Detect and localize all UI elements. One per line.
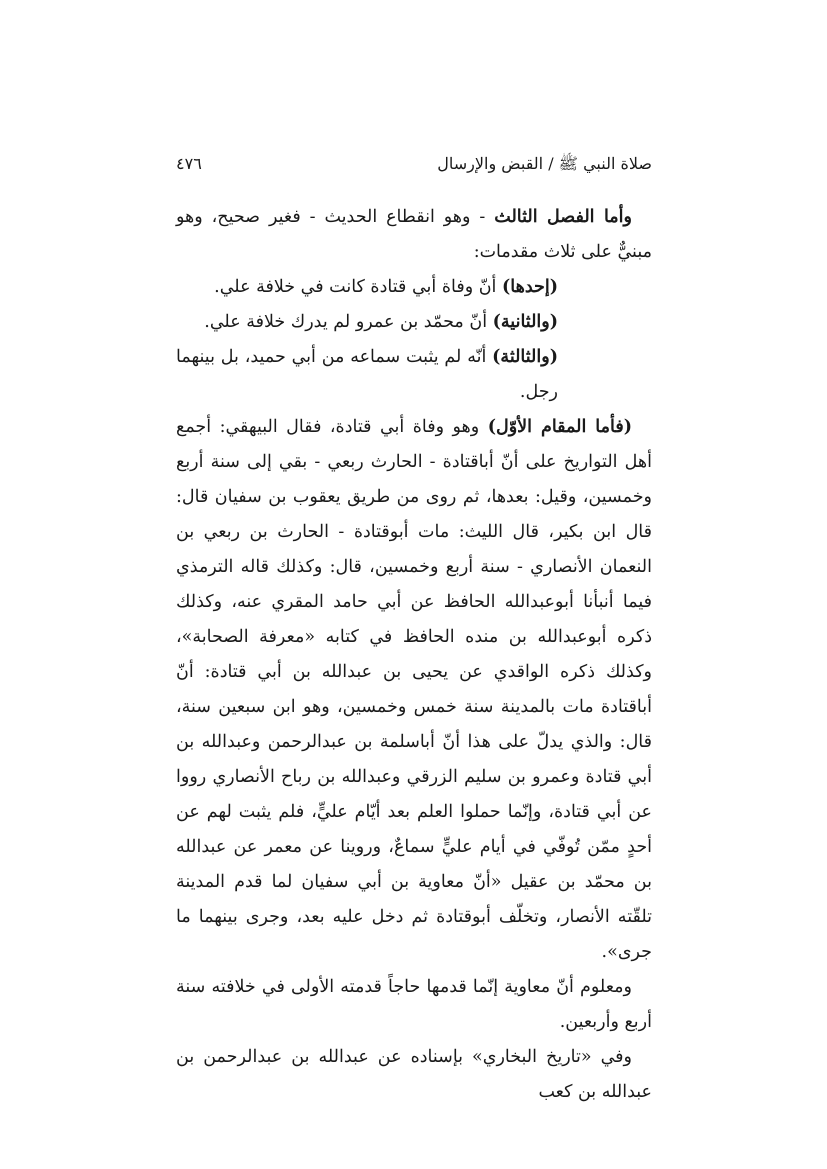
first-station-label: (فأما المقام الأوّل) xyxy=(487,417,632,437)
premise-2 xyxy=(176,305,652,340)
page-header xyxy=(176,154,652,177)
muawiya-paragraph: ومعلوم أنّ معاوية إنّما قدمها حاجاً قدمته الأولى في خلافته سنة أربع وأربعين. xyxy=(176,977,652,1032)
premise-text: أنّ محمّد بن عمرو لم يدرك خلافة علي. xyxy=(204,312,488,332)
bukhari-paragraph: وفي «تاريخ البخاري» بإسناده عن عبدالله بن عبدالرحمن بن عبدالله بن كعب xyxy=(176,1047,652,1102)
page-number: ٤٧٦ xyxy=(176,154,202,173)
page-body xyxy=(176,200,652,1110)
premise-label: (والثانية) xyxy=(492,312,558,332)
section-heading: وأما الفصل الثالث xyxy=(494,207,632,227)
premise-text: أنّ وفاة أبي قتادة كانت في خلافة علي. xyxy=(214,277,497,297)
section-intro-text: - وهو انقطاع الحديث - فغير صحيح، وهو مبنيٌّ على ثلاث مقدمات: xyxy=(176,207,652,262)
first-station-paragraph xyxy=(176,410,652,970)
first-station-text: وهو وفاة أبي قتادة، فقال البيهقي: أجمع أهل التواريخ على أنّ أباقتادة - الحارث ربعي - بقي إلى سنة أربع وخمسين، وقيل: بعدها، ثم روى من طريق يعقوب بن سفيان قال: قال ابن بكير، قال الليث: مات أبوقتادة - الحارث بن ربعي بن النعمان الأنصاري - سنة أربع وخمسين، قال: وكذلك قاله الترمذي فيما أنبأنا أبوعبدالله الحافظ عن أبي حامد المقري عنه، وكذلك ذكره أبوعبدالله بن منده الحافظ في كتابه «معرفة الصحابة»، وكذلك ذكره الواقدي عن يحيى بن عبدالله بن أبي قتادة: أنّ أباقتادة مات بالمدينة سنة خمس وخمسين، وهو ابن سبعين سنة، قال: والذي يدلّ على هذا أنّ أباسلمة بن عبدالرحمن وعبدالله بن أبي قتادة وعمرو بن سليم الزرقي وعبدالله بن رباح الأنصاري رووا عن أبي قتادة، وإنّما حملوا العلم بعد أيّام عليٍّ، فلم يثبت لهم عن أحدٍ ممّن تُوفّي في أيام عليٍّ سماعٌ، وروينا عن معمر عن عبدالله بن محمّد بن عقيل «أنّ معاوية بن أبي سفيان لما قدم المدينة تلقّته الأنصار، وتخلّف أبوقتادة ثم دخل عليه بعد، وجرى بينهما ما جرى». xyxy=(176,417,652,962)
premise-label: (إحدها) xyxy=(502,277,558,297)
premise-label: (والثالثة) xyxy=(492,347,558,367)
premise-text: أنّه لم يثبت سماعه من أبي حميد، بل بينهما رجل. xyxy=(176,347,558,402)
premise-3 xyxy=(176,340,652,410)
section-intro-paragraph xyxy=(176,200,652,270)
premise-1 xyxy=(176,270,652,305)
running-title: صلاة النبي ﷺ / القبض والإرسال xyxy=(437,154,652,173)
